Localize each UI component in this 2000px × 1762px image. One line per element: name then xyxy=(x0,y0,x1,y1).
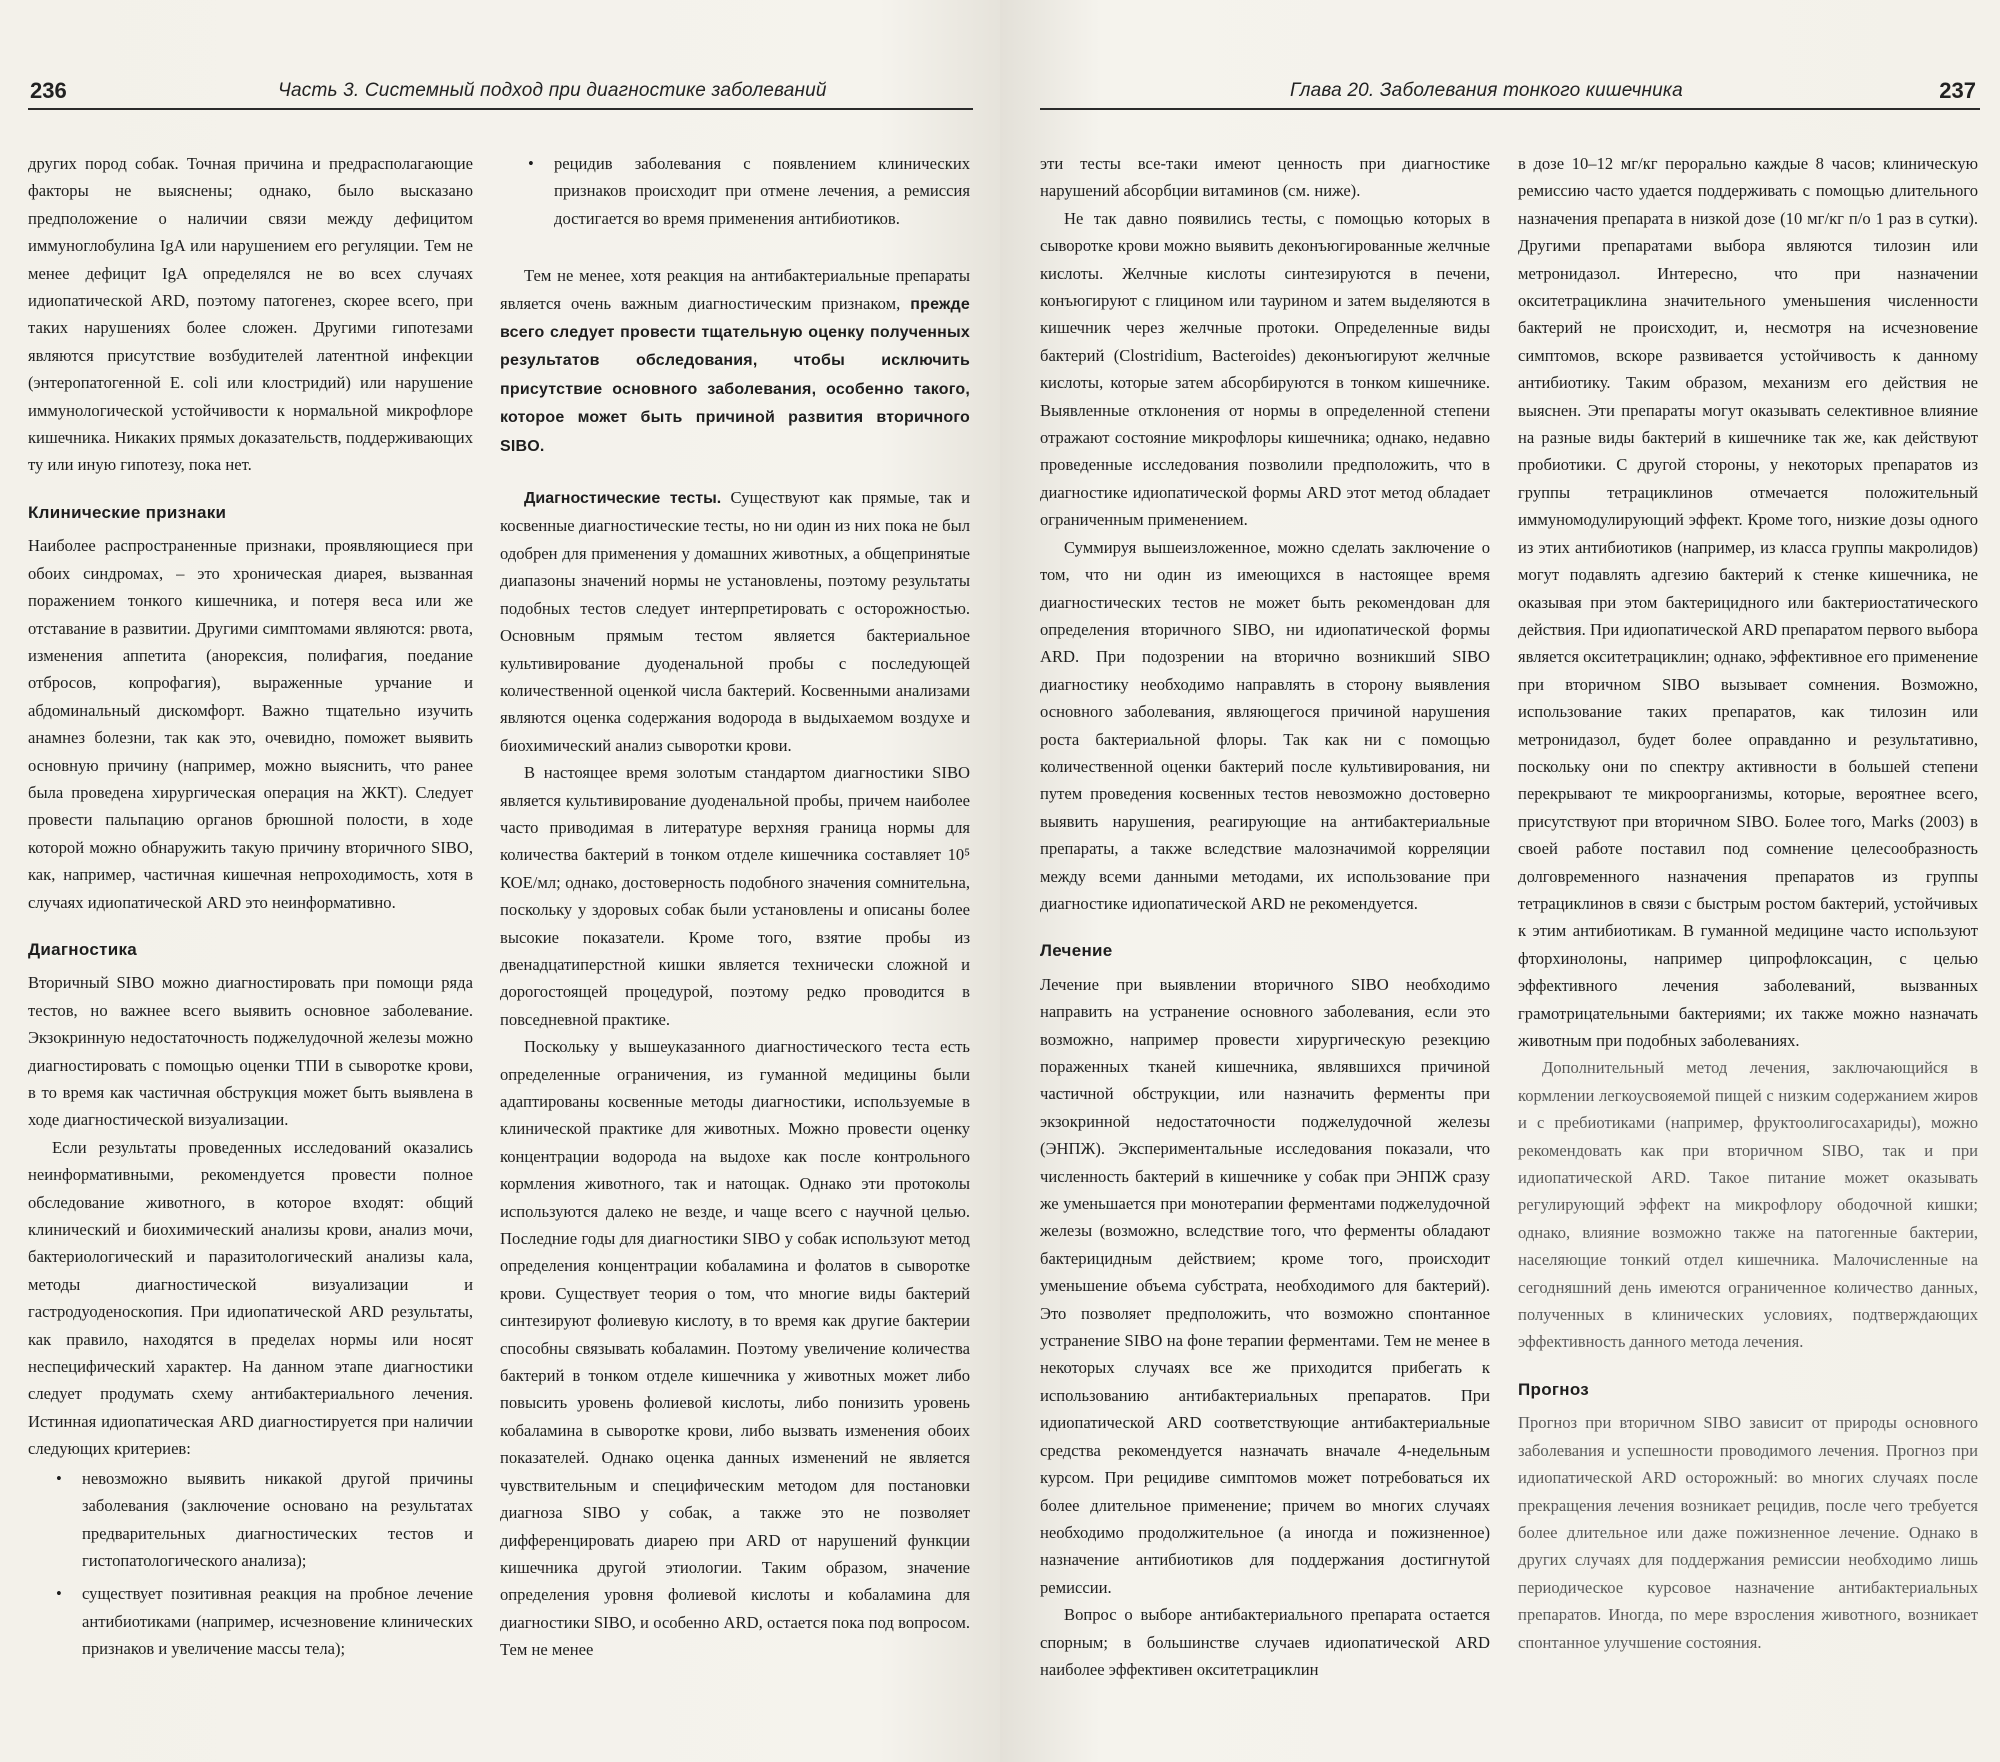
running-title-left: Часть 3. Системный подход при диагностике заболеваний xyxy=(278,80,827,101)
page-number-left: 236 xyxy=(30,78,67,103)
paragraph-diagnostics-1: Вторичный SIBO можно диагностировать при помощи ряда тестов, но важнее всего выявить основное заболевание. Экзокринную недостаточность поджелудочной железы можно диагностировать с помощью оценки ТПИ в сыворотке крови, в то время как частичная обструкция может быть выявлена в ходе диагностической визуализации. xyxy=(28,973,473,1130)
heading-prognosis: Прогноз xyxy=(1518,1379,1590,1399)
paragraph-diagnostic-tests xyxy=(500,484,970,759)
paragraph-bile-acids: Не так давно появились тесты, с помощью которых в сыворотке крови можно выявить деконъюгированные желчные кислоты. Желчные кислоты синтезируются в печени, конъюгируют с глицином или таурином и затем выделяются в кишечник через желчные протоки. Определенные виды бактерий (Clostridium, Bacteroides) деконъюгируют желчные кислоты, которые затем абсорбируются в тонком кишечнике. Выявленные отклонения от нормы в определенной степени отражают состояние микрофлоры кишечника; однако, недавно проведенные исследования позволили предположить, что в диагностике идиопатической формы ARD этот метод обладает ограниченным применением. xyxy=(1040,208,1490,530)
criteria-item-3: • рецидив заболевания с появлением клинических признаков происходит при отмене лечения, а ремиссия достигается во время применения антибиотиков. xyxy=(554,150,970,232)
column-1 xyxy=(28,150,473,1750)
running-title-right: Глава 20. Заболевания тонкого кишечника xyxy=(1290,80,1683,101)
paragraph-diagnostics-2: Если результаты проведенных исследований оказались неинформативными, рекомендуется провести полное обследование животного, в которое входят: общий клинический и биохимический анализы крови, анализ мочи, бактериологический и паразитологический анализы кала, методы диагностической визуализации и гастродуоденоскопия. При идиопатической ARD результаты, как правило, находятся в пределах нормы или носят неспецифический характер. На данном этапе диагностики следует продумать схему антибактериального лечения. Истинная идиопатическая ARD диагностируется при наличии следующих критериев: xyxy=(28,1137,473,1459)
paragraph-gold-standard: В настоящее время золотым стандартом диагностики SIBO является культивирование дуоденальной пробы, причем наиболее часто приводимая в литературе верхняя граница нормы для количества бактерий в тонком отделе кишечника составляет 10⁵ КОЕ/мл; однако, достоверность подобного значения сомнительна, поскольку у здоровых собак были установлены и описаны более высокие показатели. Кроме того, взятие пробы из двенадцатиперстной кишки является технически сложной и дорогостоящей процедурой, поэтому редко проводится в повседневной практике. xyxy=(500,763,970,1029)
reaction-bold-text: прежде всего следует провести тщательную оценку полученных результатов обследования, чтобы исключить присутствие основного заболевания, особенно такого, которое может быть причиной развития вторичного SIBO. xyxy=(500,295,970,455)
right-page-header xyxy=(1040,72,1980,110)
heading-diagnostics: Диагностика xyxy=(28,939,138,959)
diagnostic-tests-lead: Диагностические тесты. xyxy=(524,490,722,508)
diagnostic-tests-text: Существуют как прямые, так и косвенные диагностические тесты, но ни один из них пока не был одобрен для применения у домашних животных, а общепринятые диапазоны значений нормы не установлены, поэтому результаты подобных тестов следует интерпретировать с осторожностью. Основным прямым тестом является бактериальное культивирование дуоденальной пробы с последующей количественной оценкой числа бактерий. Косвенными анализами являются оценка содержания водорода в выдыхаемом воздухе и биохимический анализ сыворотки крови. xyxy=(500,488,970,755)
paragraph-treatment-2: Вопрос о выборе антибактериального препарата остается спорным; в большинстве случаев идиопатической ARD наиболее эффективен окситетрациклин xyxy=(1040,1605,1490,1679)
paragraph-continuation: эти тесты все-таки имеют ценность при диагностике нарушений абсорбции витаминов (см. ниже). xyxy=(1040,154,1490,201)
column-4 xyxy=(1518,150,1978,1750)
column-2 xyxy=(500,150,970,1750)
criteria-item-2: • существует позитивная реакция на пробное лечение антибиотиками (например, исчезновение клинических признаков и увеличение массы тела); xyxy=(82,1580,473,1662)
paragraph-prognosis: Прогноз при вторичном SIBO зависит от природы основного заболевания и успешности проводимого лечения. Прогноз при идиопатической ARD осторожный: во многих случаях после прекращения лечения возникает рецидив, после чего требуется более длительное или даже пожизненное лечение. Однако в других случаях для поддержания ремиссии необходимо лишь периодическое курсовое назначение антибактериальных препаратов. Иногда, по мере взросления животного, возникает спонтанное улучшение состояния. xyxy=(1518,1413,1978,1652)
page-number-right: 237 xyxy=(1939,78,1976,103)
criteria-item-1: • невозможно выявить никакой другой причины заболевания (заключение основано на результатах предварительных диагностических тестов и гистопатологического анализа); xyxy=(82,1465,473,1575)
heading-treatment: Лечение xyxy=(1040,941,1113,961)
reaction-text: Тем не менее, хотя реакция на антибактериальные препараты является очень важным диагностическим признаком, xyxy=(500,266,970,313)
spacer xyxy=(500,460,970,484)
left-page-header xyxy=(28,72,973,110)
column-3 xyxy=(1040,150,1490,1750)
paragraph-treatment-1: Лечение при выявлении вторичного SIBO необходимо направить на устранение основного заболевания, если это возможно, например провести хирургическую резекцию пораженных тканей кишечника, являвшихся причиной частичной обструкции, или назначить ферменты при экзокринной недостаточности поджелудочной железы (ЭНПЖ). Экспериментальные исследования показали, что численность бактерий в кишечнике у собак при ЭНПЖ сразу же уменьшается при монотерапии ферментами поджелудочной железы (возможно, вследствие того, что ферменты обладают бактерицидным действием; кроме того, происходит уменьшение объема субстрата, необходимого для бактерий). Это позволяет предположить, что возможно спонтанное устранение SIBO на фоне терапии ферментами. Тем не менее в некоторых случаях все же приходится прибегать к использованию антибактериальных препаратов. При идиопатической ARD соответствующие антибактериальные средства рекомендуется назначать вначале 4-недельным курсом. При рецидиве симптомов может потребоваться их более длительное применение; причем во многих случаях необходимо продолжительное (а иногда и пожизненное) назначение антибиотиков для поддержания достигнутой ремиссии. xyxy=(1040,974,1490,1597)
paragraph-clinical-signs: Наиболее распространенные признаки, проявляющиеся при обоих синдромах, – это хроническая диарея, вызванная поражением тонкого кишечника, и потеря веса или же отставание в развитии. Другими симптомами являются: рвота, изменения аппетита (анорексия, полифагия, поедание отбросов, копрофагия), выраженные урчание и абдоминальный дискомфорт. Важно тщательно изучить анамнез болезни, так как это, очевидно, поможет выявить основную причину (например, можно выяснить, что ранее была проведена хирургическая операция на ЖКТ). Следует провести пальпацию органов брюшной полости, в ходе которой можно обнаружить такую причину вторичного SIBO, как, например, частичная кишечная непроходимость, хотя в случаях идиопатической ARD это неинформативно. xyxy=(28,536,473,912)
paragraph-additional-treatment: Дополнительный метод лечения, заключающийся в кормлении легкоусвояемой пищей с низким содержанием жиров и с пребиотиками (например, фруктоолигосахариды), можно рекомендовать как при вторичном SIBO, так и при идиопатической ARD. Такое питание может оказывать регулирующий эффект на микрофлору ободочной кишки; однако, влияние возможно также на патогенные бактерии, населяющие тонкий отдел кишечника. Малочисленные на сегодняшний день имеются ограниченное количество данных, полученных в клинических условиях, подтверждающих эффективность данного метода лечения. xyxy=(1518,1058,1978,1352)
right-page xyxy=(1000,0,2000,1762)
criteria-list-continued xyxy=(500,150,970,232)
heading-clinical-signs: Клинические признаки xyxy=(28,502,227,522)
paragraph-reaction xyxy=(500,262,970,460)
paragraph-summary: Суммируя вышеизложенное, можно сделать заключение о том, что ни один из имеющихся в настоящее время диагностических тестов не может быть рекомендован для определения вторичного SIBO, ни идиопатической формы ARD. При подозрении на вторично возникший SIBO диагностику необходимо направлять в сторону выявления основного заболевания, являющегося причиной нарушения роста бактериальной флоры. Так как ни с помощью количественной оценки бактерий после культивирования, ни путем проведения косвенных тестов невозможно достоверно выявить нарушения, реагирующие на антибактериальные препараты, а также вследствие малозначимой корреляции между всеми данными методами, их использование при диагностике идиопатической ARD не рекомендуется. xyxy=(1040,537,1490,913)
spacer xyxy=(500,238,970,262)
paragraph-dosage: в дозе 10–12 мг/кг перорально каждые 8 часов; клиническую ремиссию часто удается поддерживать с помощью длительного назначения препарата в низкой дозе (10 мг/кг п/о 1 раз в сутки). Другими препаратами выбора являются тилозин или метронидазол. Интересно, что при назначении окситетрациклина значительного уменьшения численности бактерий не происходит, и, несмотря на исчезновение симптомов, вскоре развивается устойчивость к данному антибиотику. Таким образом, механизм его действия не выяснен. Эти препараты могут оказывать селективное влияние на разные виды бактерий в кишечнике так же, как действуют пробиотики. С другой стороны, у некоторых препаратов из группы тетрациклинов отмечается положительный иммуномодулирующий эффект. Кроме того, низкие дозы одного из этих антибиотиков (например, из класса группы макролидов) могут подавлять адгезию бактерий к стенке кишечника, не оказывая при этом бактерицидного или бактериостатического действия. При идиопатической ARD препаратом первого выбора является окситетрациклин; однако, эффективное его применение при вторичном SIBO вызывает сомнения. Возможно, использование таких препаратов, как тилозин или метронидазол, будет более оправданно и результативно, поскольку они по спектру активности в большей степени перекрывают те микроорганизмы, которые, вероятнее всего, присутствуют при вторичном SIBO. Более того, Marks (2003) в своей работе поставил под сомнение целесообразность долговременного назначения препаратов из группы тетрациклинов в связи с быстрым ростом бактерий, устойчивых к этим антибиотикам. В гуманной медицине часто используют фторхинолоны, например ципрофлоксацин, с целью эффективного лечения заболеваний, вызванных грамотрицательными бактериями; их также можно назначать животным при подобных заболеваниях. xyxy=(1518,154,1978,1050)
paragraph-limitations: Поскольку у вышеуказанного диагностического теста есть определенные ограничения, из гуманной медицины были адаптированы косвенные методы диагностики, используемые в клинической практике для животных. Можно провести оценку концентрации водорода на выдохе как после контрольного кормления животного, так и натощак. Однако эти протоколы используются далеко не везде, и чаще всего с научной целью. Последние годы для диагностики SIBO у собак используют метод определения концентрации кобаламина и фолатов в сыворотке крови. Существует теория о том, что многие виды бактерий синтезируют фолиевую кислоту, в то время как другие бактерии способны связывать кобаламин. Поэтому увеличение количества бактерий в тонком отделе кишечника у животных может либо повысить уровень фолиевой кислоты, либо понизить уровень кобаламина в сыворотке крови, либо вызвать изменения обоих показателей. Однако оценка данных изменений не является чувствительным и специфическим методом для постановки диагноза SIBO у собак, а также это не позволяет дифференцировать диарею при ARD от нарушений функции кишечника другой этиологии. Таким образом, значение определения уровня фолиевой кислоты и кобаламина для диагностики SIBO, и особенно ARD, остается пока под вопросом. Тем не менее xyxy=(500,1037,970,1660)
criteria-list xyxy=(28,1465,473,1663)
paragraph-intro: других пород собак. Точная причина и предрасполагающие факторы не выяснены; однако, было высказано предположение о наличии связи между дефицитом иммуноглобулина IgA или нарушением его регуляции. Тем не менее дефицит IgA определялся не во всех случаях идиопатической ARD, поэтому патогенез, скорее всего, при таких нарушениях более сложен. Другими гипотезами являются присутствие возбудителей латентной инфекции (энтеропатогенной E. coli или клостридий) или нарушение иммунологической устойчивости к нормальной микрофлоре кишечника. Никаких прямых доказательств, поддерживающих ту или иную гипотезу, пока нет. xyxy=(28,154,473,475)
